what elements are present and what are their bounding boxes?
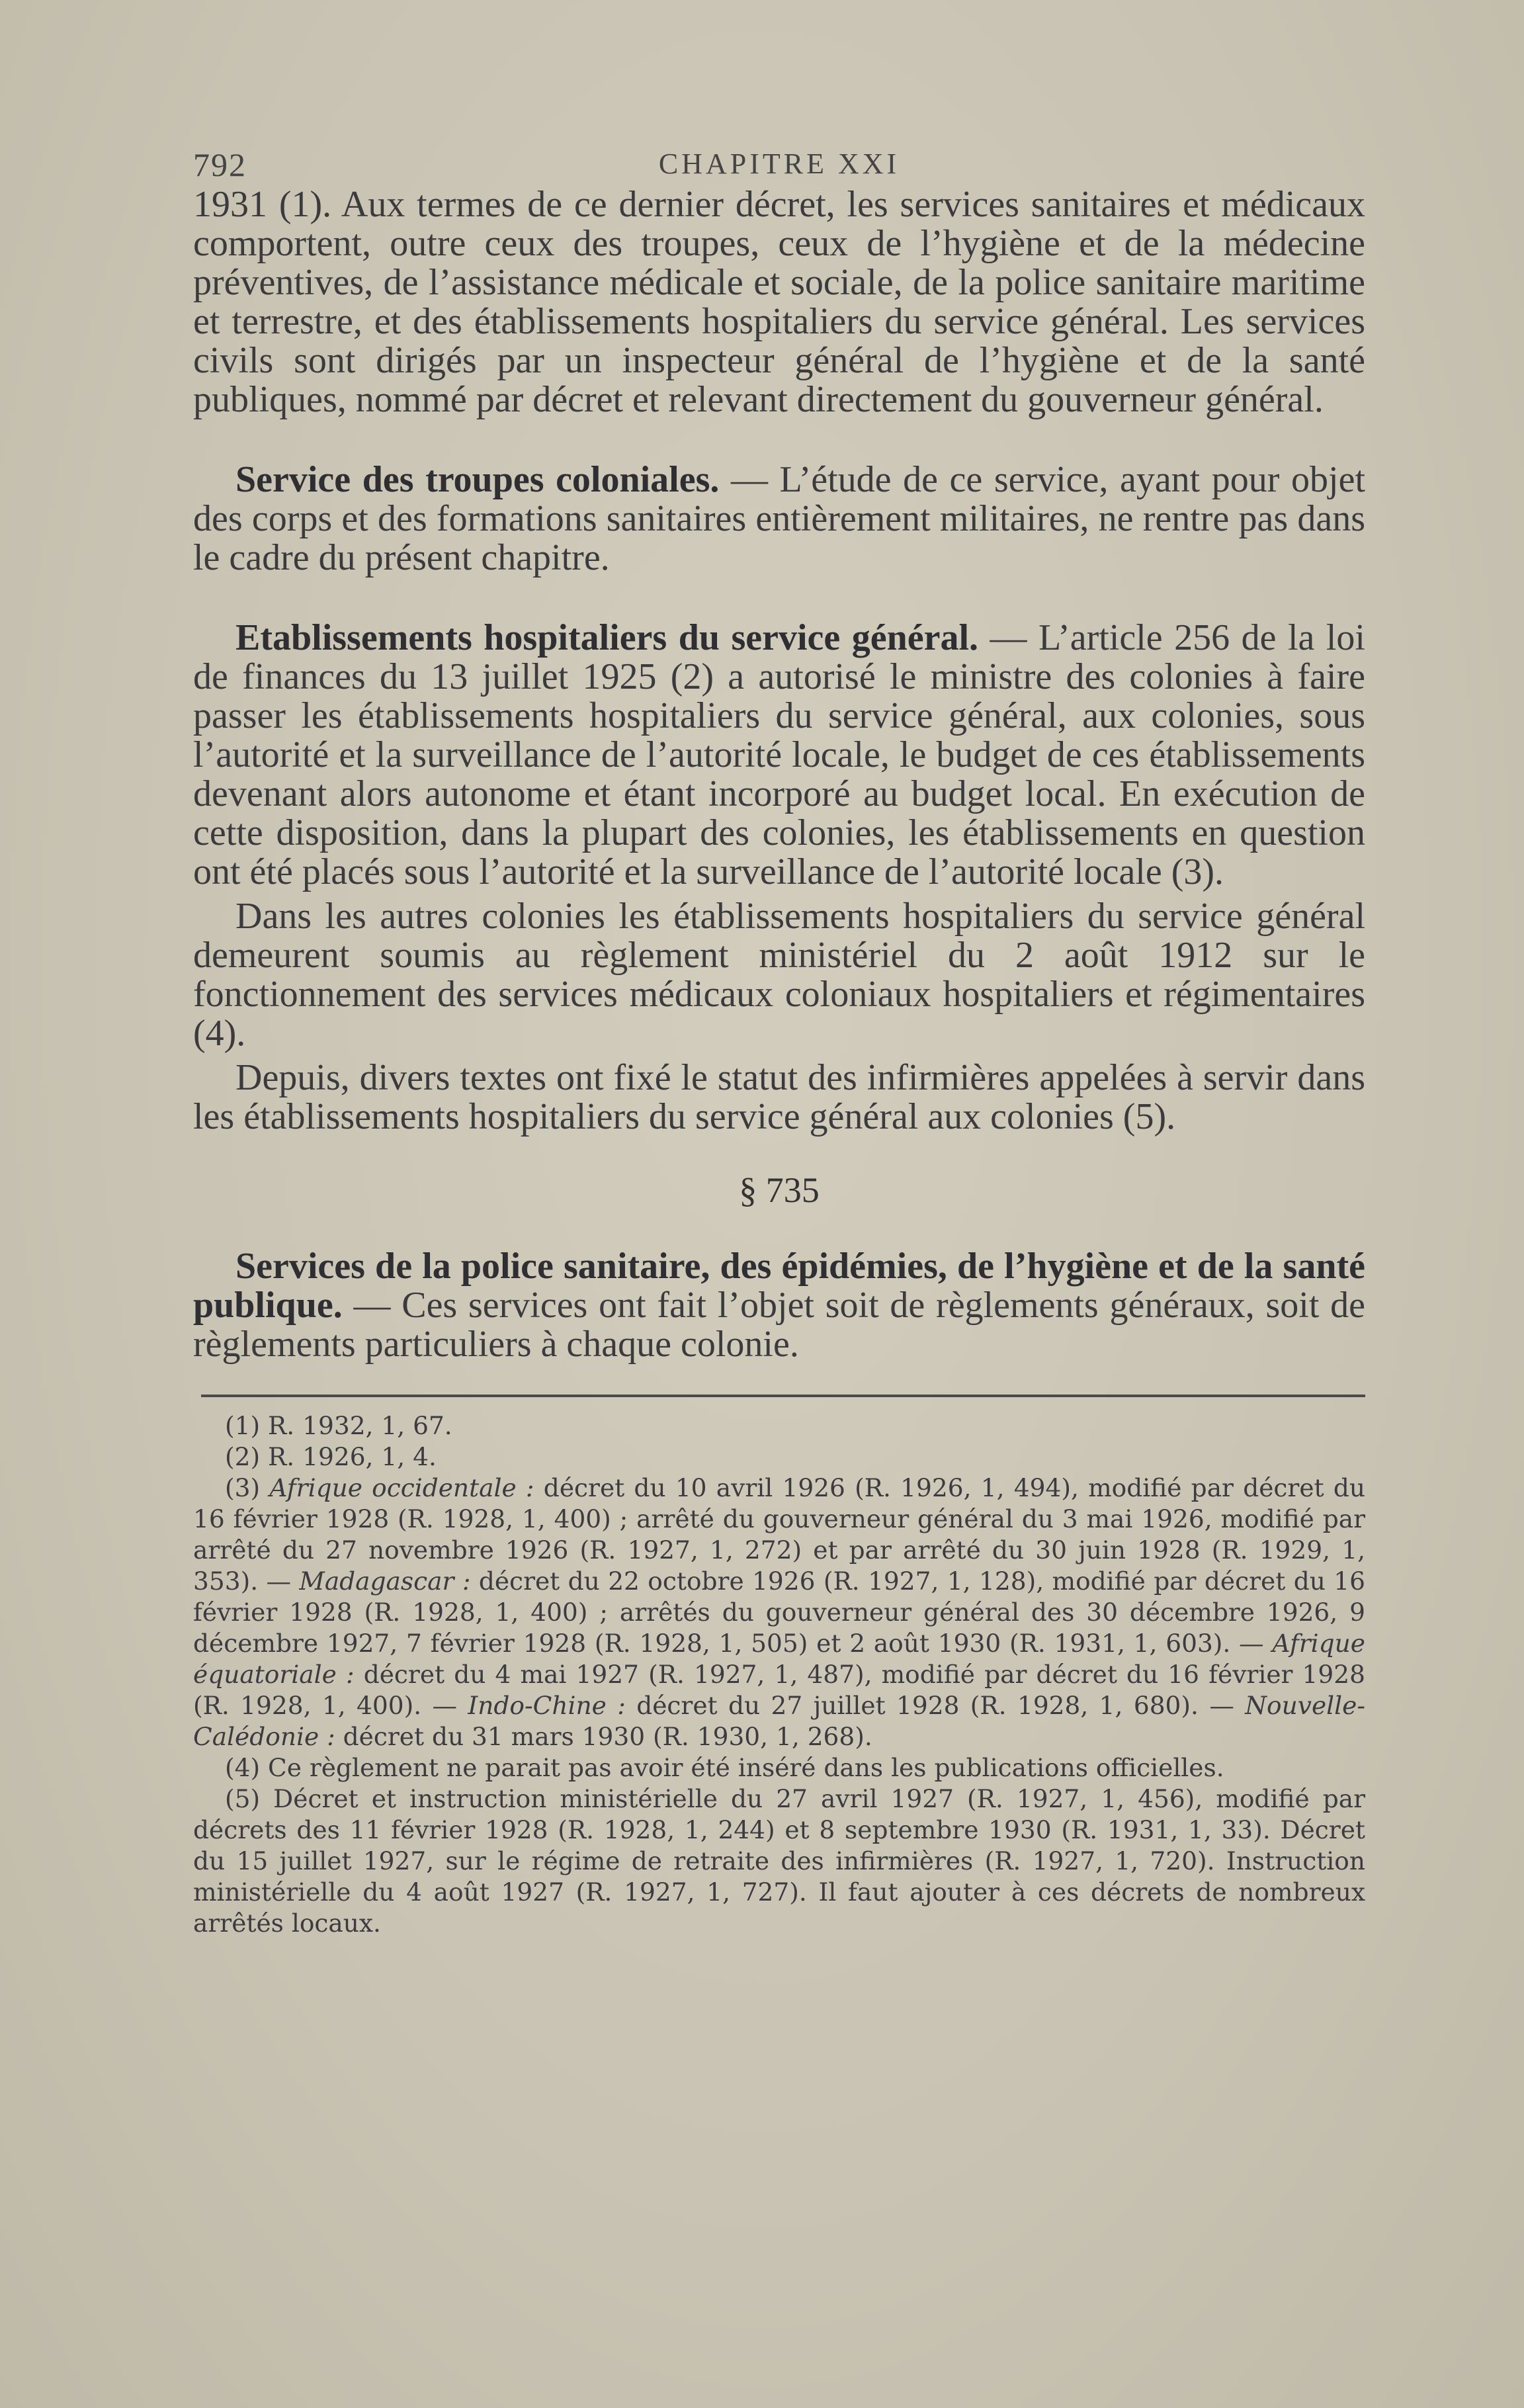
footnote-4: (4) Ce règlement ne parait pas avoir été inséré dans les publications officielles. [225,1753,1224,1782]
text-etablissements: — L’article 256 de la loi de finances du 13 juillet 1925 (2) a autorisé le ministre des colonies à faire passer les établissements hospitaliers du service général, aux colonies, sous l’autorité et la surveillance de l’autorité locale, le budget de ces établissements devenant alors autonome et étant incorporé au budget local. En exécution de cette disposition, dans la plupart des colonies, les établissements en question ont été placés sous l’autorité et la surveillance de l’autorité locale (3). [193,617,1365,892]
page-number: 792 [193,146,247,183]
footnote-3-text-a: décret du 10 avril 1926 (R. 1926, 1, 494), modifié par décret du 16 février 1928 (R. 1928, 1, 400) ; arrêté du gouverneur général du 3 mai 1926, modifié par arrêté du 27 novembre 1926 (R. 1927, 1, 272) et par arrêté du 30 juin 1928 (R. 1929, 1, 353). — [193,1473,1365,1596]
paragraph-infirmieres: Depuis, divers textes ont fixé le statut des infirmières appelées à servir dans les établissements hospitaliers du service général aux colonies (5). [193,1057,1365,1137]
footnote-3-afrique-occidentale: Afrique occidentale : [269,1473,534,1502]
footnote-3-afrique-equatoriale: Afrique équatoriale : [193,1629,1365,1689]
text-police-sanitaire: — Ces services ont fait l’objet soit de règlements généraux, soit de règlements particuliers à chaque colonie. [193,1285,1365,1365]
footnote-3-text-d: décret du 27 juillet 1928 (R. 1928, 1, 680). — [625,1691,1246,1720]
footnote-divider [201,1395,1365,1397]
heading-troupes: Service des troupes coloniales. [235,459,720,500]
paragraph-etablissements [193,619,1365,892]
running-head [193,132,1365,185]
section-number: § 735 [739,1170,820,1210]
footnote-2: (2) R. 1926, 1, 4. [225,1442,437,1471]
footnote-3-text-e: décret du 31 mars 1930 (R. 1930, 1, 268). [335,1722,872,1751]
paragraph-troupes [193,460,1365,578]
footnote-1: (1) R. 1932, 1, 67. [225,1411,452,1440]
footnote-3-madagascar: Madagascar : [299,1567,471,1596]
footnote-3-indochine: Indo-Chine : [468,1691,626,1720]
paragraph-police-sanitaire [193,1247,1365,1364]
footnote-3-nouvelle-caledonie: Nouvelle-Calédonie : [193,1691,1365,1751]
footnote-3-number: (3) [225,1473,270,1502]
footnote-3 [193,1473,1365,1752]
footnotes [193,1410,1365,1939]
footnote-3-text-c: décret du 4 mai 1927 (R. 1927, 1, 487), modifié par décret du 16 février 1928 (R. 1928, 1, 400). — [193,1660,1365,1720]
heading-police-sanitaire: Services de la police sanitaire, des épidémies, de l’hygiène et de la santé publique. [193,1246,1365,1326]
body-text [193,185,1365,1364]
text-troupes: — L’étude de ce service, ayant pour objet des corps et des formations sanitaires entièrement militaires, ne rentre pas dans le cadre du présent chapitre. [193,459,1366,578]
page [193,132,1365,1939]
footnote-5: (5) Décret et instruction ministérielle du 27 avril 1927 (R. 1927, 1, 456), modifié par décrets des 11 février 1928 (R. 1928, 1, 244) et 8 septembre 1930 (R. 1931, 1, 33). Décret du 15 juillet 1927, sur le régime de retraite des infirmières (R. 1927, 1, 720). Instruction ministérielle du 4 août 1927 (R. 1927, 1, 727). Il faut ajouter à ces décrets de nombreux arrêtés locaux. [193,1784,1365,1938]
chapter-title: CHAPITRE XXI [658,148,900,180]
paragraph-continuation: 1931 (1). Aux termes de ce dernier décret, les services sanitaires et médicaux comportent, outre ceux des troupes, ceux de l’hygiène et de la médecine préventives, de l’assistance médicale et sociale, de la police sanitaire maritime et terrestre, et des établissements hospitaliers du service général. Les services civils sont dirigés par un inspecteur général de l’hygiène et de la santé publiques, nommé par décret et relevant directement du gouverneur général. [193,184,1365,420]
footnote-3-text-b: décret du 22 octobre 1926 (R. 1927, 1, 128), modifié par décret du 16 février 1928 (R. 1928, 1, 400) ; arrêtés du gouverneur général des 30 décembre 1926, 9 décembre 1927, 7 février 1928 (R. 1928, 1, 505) et 2 août 1930 (R. 1931, 1, 603). — [193,1567,1365,1658]
paragraph-autres-colonies: Dans les autres colonies les établissements hospitaliers du service général demeurent soumis au règlement ministériel du 2 août 1912 sur le fonctionnement des services médicaux coloniaux hospitaliers et régimentaires (4). [193,896,1365,1054]
heading-etablissements: Etablissements hospitaliers du service général. [235,617,979,658]
